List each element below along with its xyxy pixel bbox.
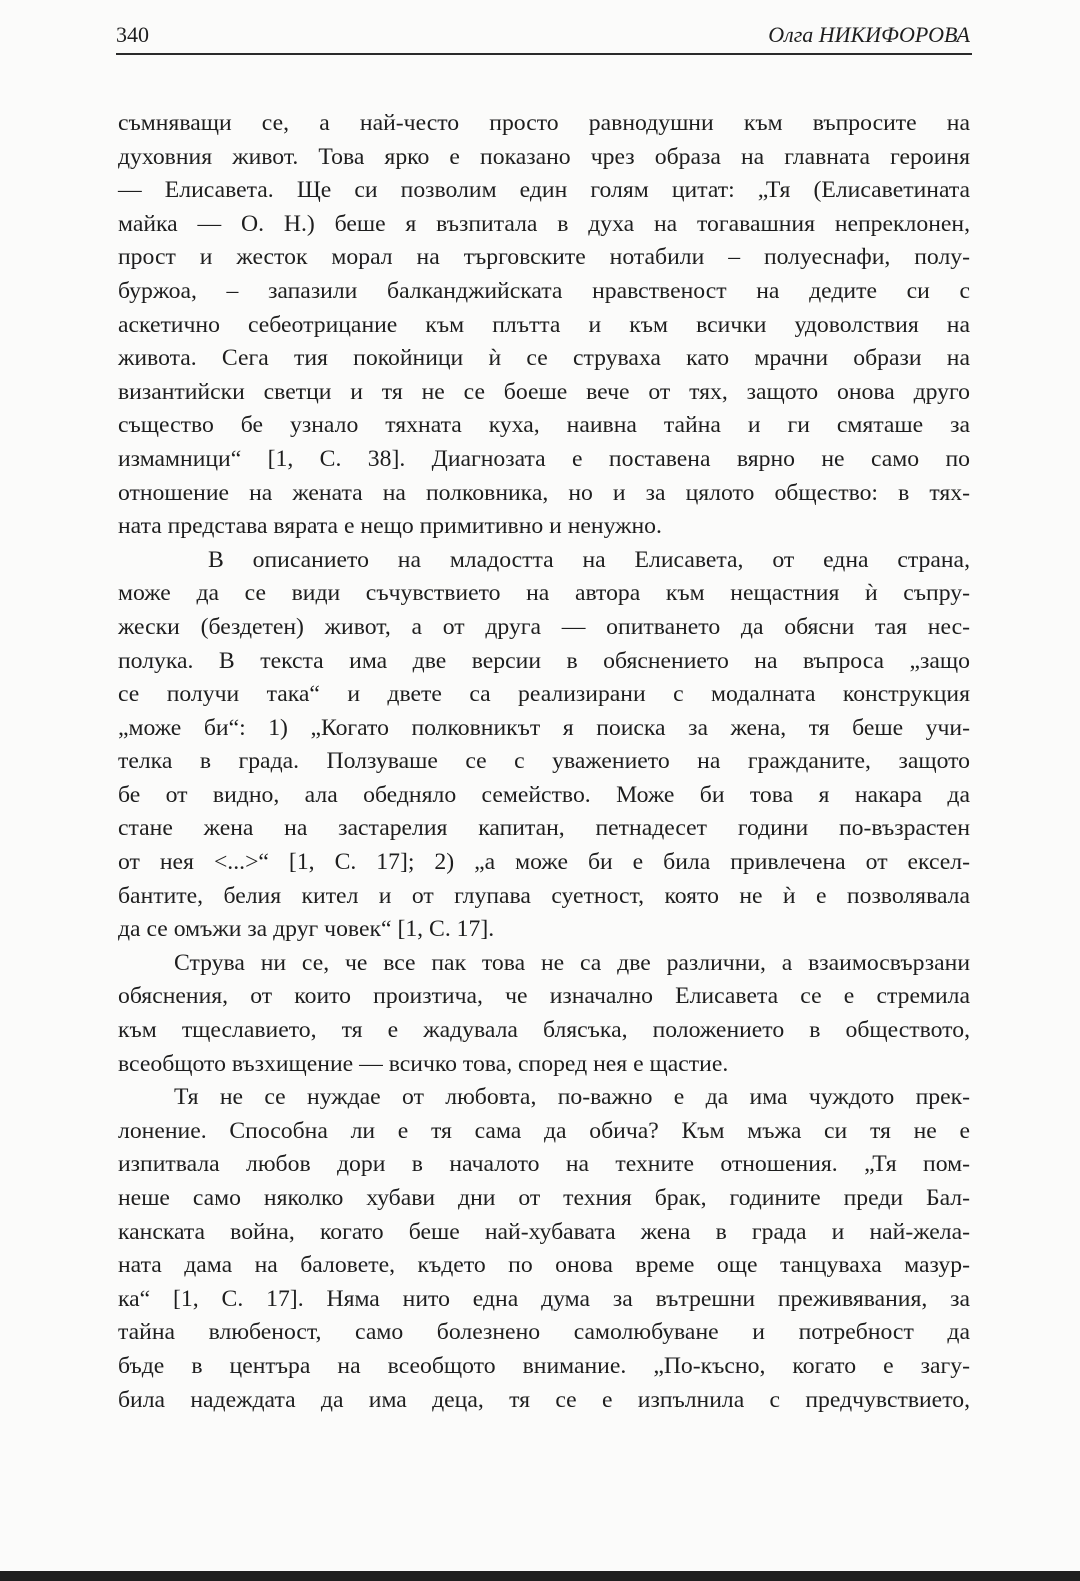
text-line: живота. Сега тия покойници ѝ се струваха като мрачни образи на	[118, 345, 970, 372]
text-line: бе от видно, ала обедняло семейство. Може би това я накара да	[118, 781, 970, 808]
text-line: измамници“ [1, С. 38]. Диагнозата е поставена вярно не само по	[118, 445, 970, 472]
text-line: ната представа вярата е нещо примитивно и ненужно.	[118, 513, 662, 540]
text-line: духовния живот. Това ярко е показано чрез образа на главната героиня	[118, 143, 970, 170]
text-line: съмняващи се, а най-често просто равнодушни към въпросите на	[118, 110, 970, 136]
text-line: бантите, белия кител и от глупава суетност, която не ѝ е позволявала	[118, 882, 970, 909]
running-header	[116, 20, 970, 54]
text-line: се получи така“ и двете са реализирани с модалната конструкция	[118, 681, 970, 708]
text-line: може да се види съчувствието на автора към нещастния ѝ съпру-	[118, 580, 970, 607]
text-line: лонение. Способна ли е тя сама да обича? Към мъжа си тя не е	[118, 1117, 970, 1144]
text-line: била надеждата да има деца, тя се е изпълнила с предчувствието,	[118, 1386, 970, 1413]
text-line: византийски светци и тя не се боеше вече от тях, защото онова друго	[118, 378, 970, 405]
text-line: обяснения, от които произтича, че изначално Елисавета се е стремила	[118, 983, 970, 1010]
text-line: ната дама на баловете, където по онова време още танцуваха мазур-	[118, 1252, 970, 1279]
scan-edge-band	[0, 1571, 1080, 1581]
running-author: Олга НИКИФОРОВА	[768, 22, 970, 47]
header-rule	[116, 53, 972, 55]
text-line: буржоа, – запазили балканджийската нравственост на дедите си с	[118, 277, 970, 304]
text-line: стане жена на застарелия капитан, петнадесет години по-възрастен	[118, 815, 970, 842]
text-line: майка — О. Н.) беше я възпитала в духа на тогавашния непреклонен,	[118, 210, 970, 237]
text-line: отношение на жената на полковника, но и за цялото общество: в тях-	[118, 479, 970, 506]
text-line: същество бе узнало тяхната куха, наивна тайна и ги смяташе за	[118, 412, 970, 439]
text-line: ка“ [1, С. 17]. Няма нито една дума за вътрешни преживявания, за	[118, 1285, 970, 1312]
text-line: жески (бездетен) живот, а от друга — опитването да обясни тая нес-	[118, 613, 970, 640]
text-line: „може би“: 1) „Когато полковникът я поиска за жена, тя беше учи-	[118, 714, 970, 741]
text-line: тайна влюбеност, само болезнено самолюбуване и потребност да	[118, 1319, 970, 1346]
body-text	[118, 107, 970, 1417]
text-line: прост и жесток морал на търговските нотабили – полуеснафи, полу-	[118, 244, 970, 271]
text-line: всеобщото възхищение — всичко това, според нея е щастие.	[118, 1050, 729, 1077]
text-line: полука. В текста има две версии в обяснението на въпроса „защо	[118, 647, 970, 674]
text-line: бъде в центъра на всеобщото внимание. „По-късно, когато е загу-	[118, 1352, 970, 1379]
text-line: телка в града. Ползуваше се с уважението на гражданите, защото	[118, 748, 970, 775]
text-line: Струва ни се, че все пак това не са две различни, а взаимосвързани	[174, 949, 970, 976]
text-line: Тя не се нуждае от любовта, по-важно е да има чуждото прек-	[174, 1084, 970, 1111]
text-line: канската война, когато беше най-хубавата жена в града и най-жела-	[118, 1218, 970, 1245]
text-line: неше само няколко хубави дни от техния брак, годините преди Бал-	[118, 1185, 970, 1211]
text-line: В описанието на младостта на Елисавета, от една страна,	[208, 546, 970, 573]
text-line: изпитвала любов дори в началото на техните отношения. „Тя пом-	[118, 1151, 970, 1178]
text-line: към тщеславието, тя е жадувала блясъка, положението в обществото,	[118, 1017, 970, 1044]
text-line: — Елисавета. Ще си позволим един голям цитат: „Тя (Елисаветината	[118, 177, 970, 204]
page-number: 340	[116, 22, 149, 47]
text-line: от нея <...>“ [1, С. 17]; 2) „а може би е била привлечена от ексел-	[118, 849, 970, 876]
text-line: да се омъжи за друг човек“ [1, С. 17].	[118, 916, 495, 943]
text-line: аскетично себеотрицание към плътта и към всички удоволствия на	[118, 311, 970, 338]
